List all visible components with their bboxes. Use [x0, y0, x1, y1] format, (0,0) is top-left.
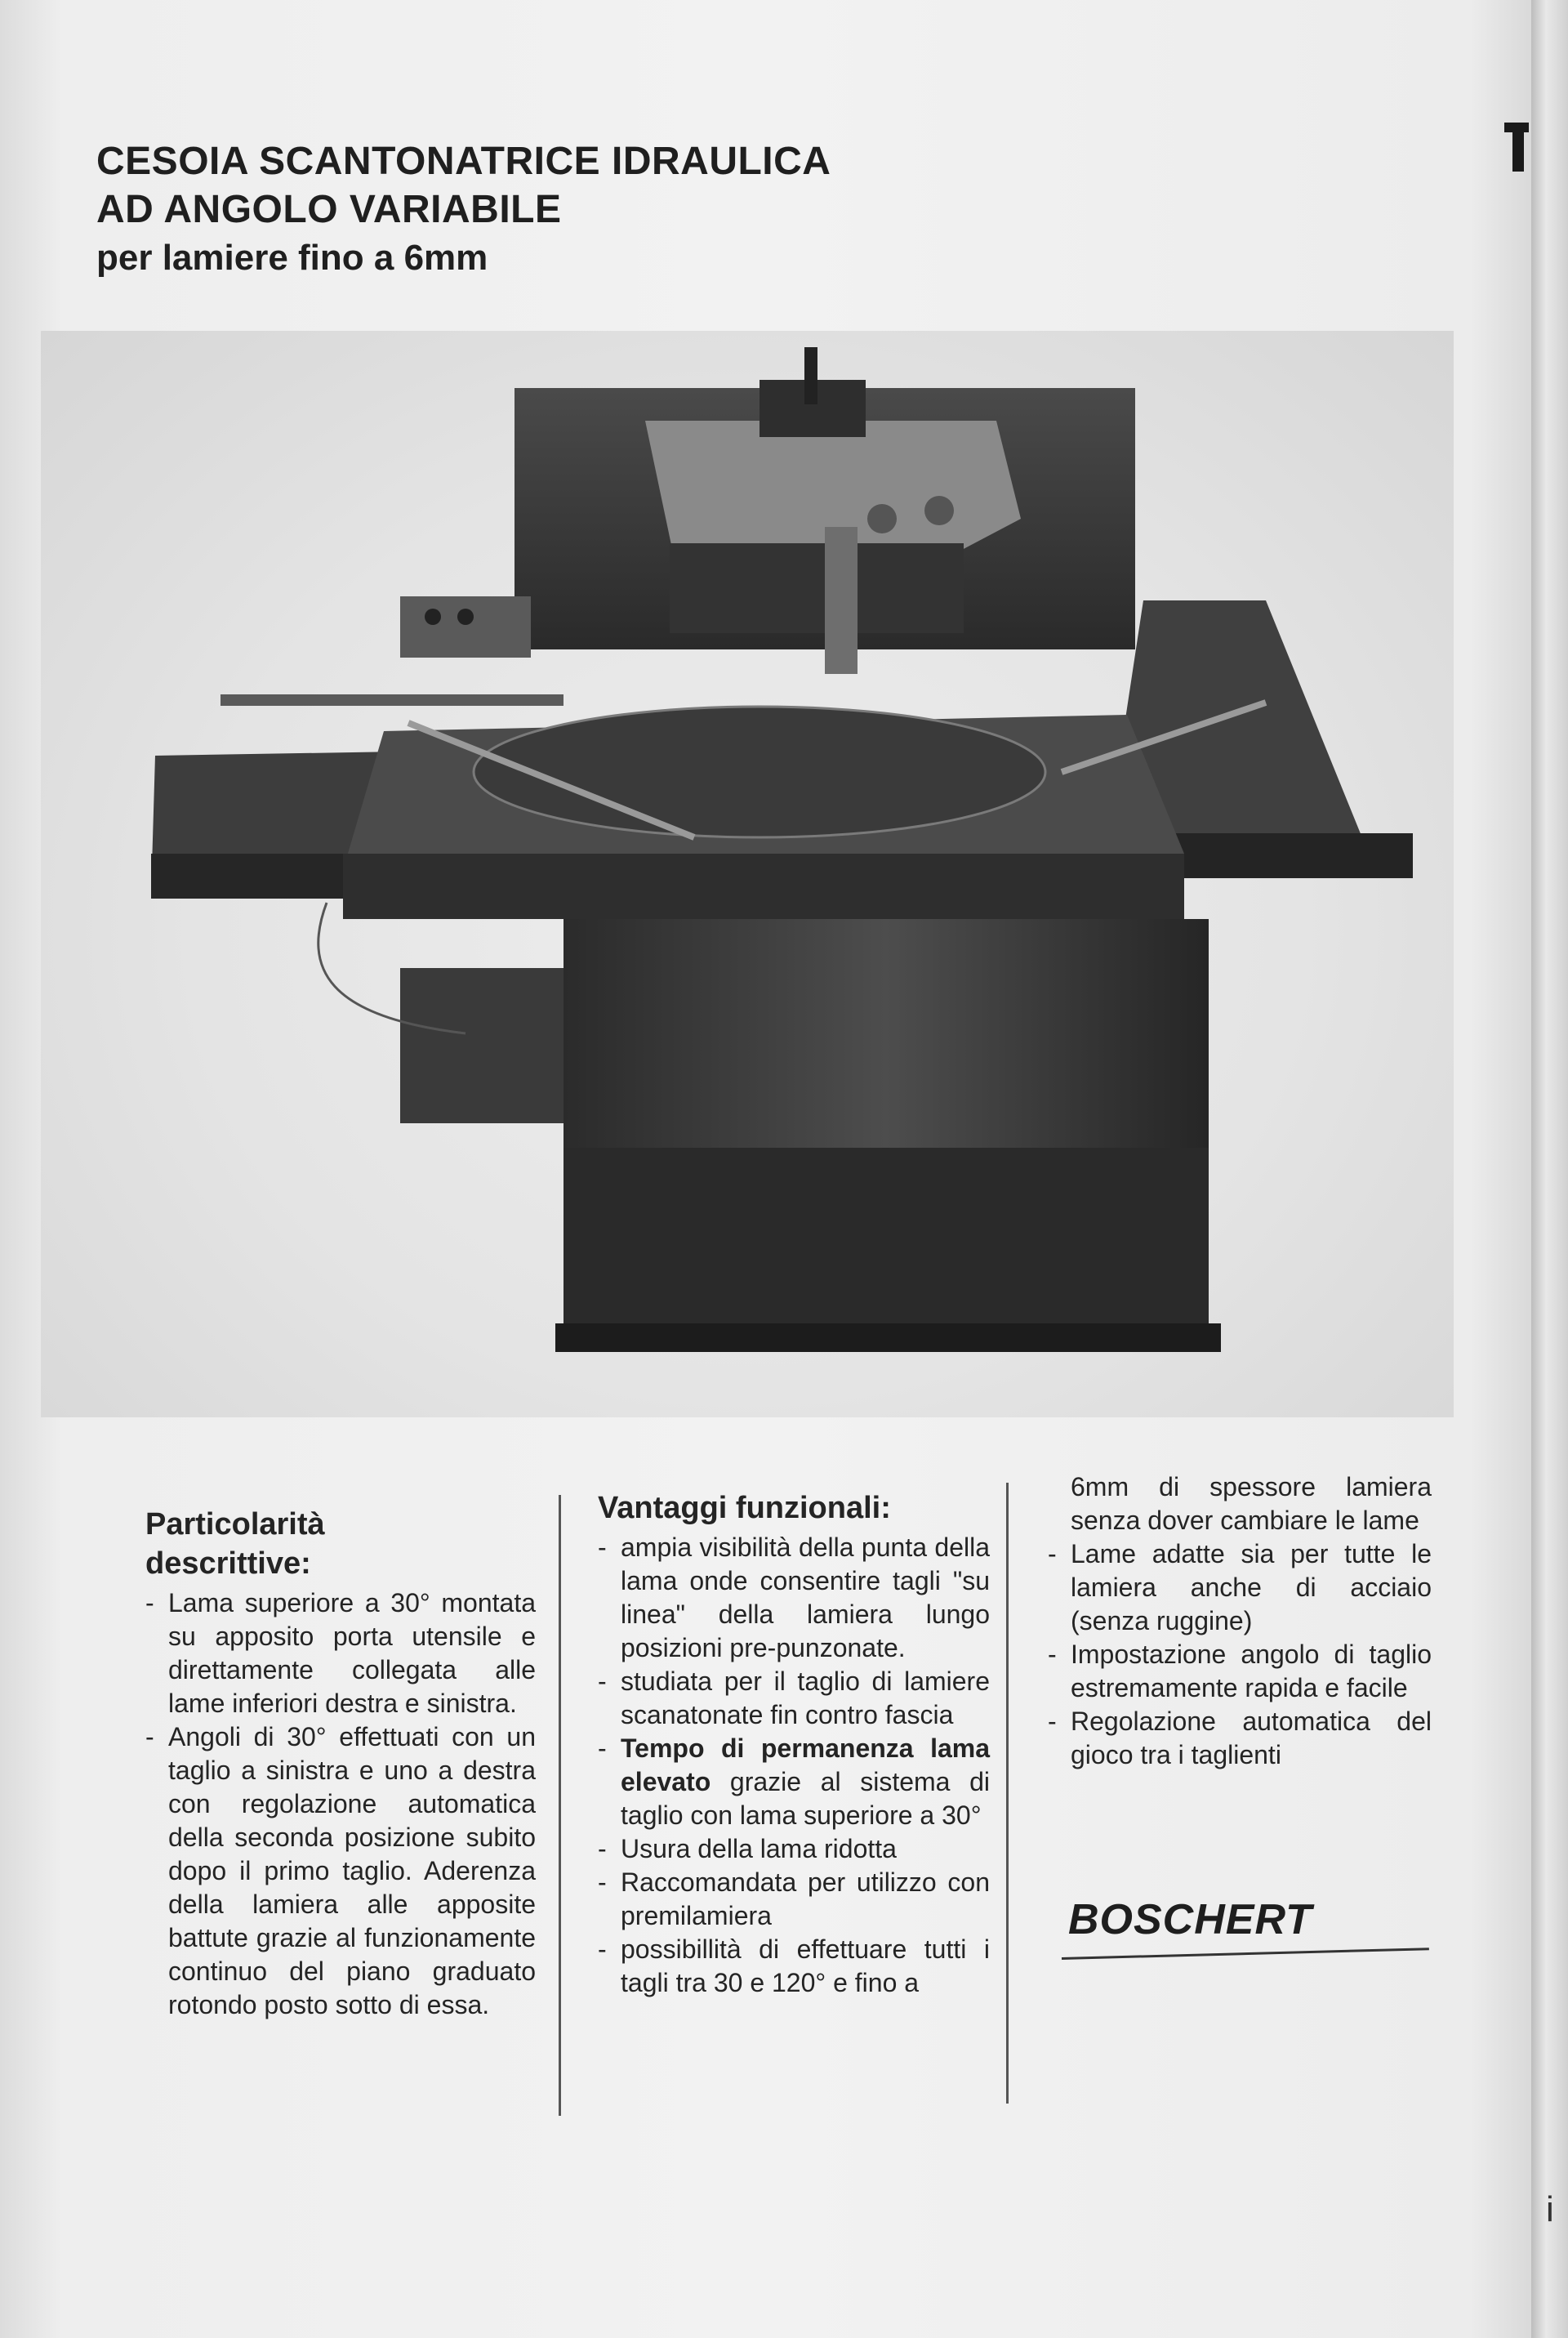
list-item-text: studiata per il taglio di lamiere scanatonate fin contro fascia — [621, 1666, 990, 1729]
list-item-emphasis: Tempo di permanenza lama elevato — [621, 1733, 990, 1796]
list-item: - Tempo di permanenza lama elevato grazie al sistema di taglio con lama superiore a 30° — [598, 1733, 990, 1830]
column-divider — [1006, 1483, 1009, 2104]
list-item-text: grazie al sistema di taglio con lama superiore a 30° — [621, 1767, 990, 1830]
list-item-text: possibillità di effettuare tutti i tagli tra 30 e 120° e fino a — [621, 1934, 990, 1997]
list-item: - Regolazione automatica del gioco tra i taglienti — [1048, 1707, 1432, 1769]
list-item: - possibillità di effettuare tutti i tagli tra 30 e 120° e fino a — [598, 1934, 990, 1997]
list-item: - Lama superiore a 30° montata su apposito porta utensile e direttamente collegata alle lame inferiori destra e sinistra. — [145, 1588, 536, 1718]
list-item: - Angoli di 30° effettuati con un taglio a sinistra e uno a destra con regolazione automatica della seconda posizione subito dopo il primo taglio. Aderenza della lamiera alle apposite battute grazie al funzionamente continuo del piano graduato rotondo posto sotto di essa. — [145, 1722, 536, 2019]
continuation-text: 6mm di spessore lamiera senza dover cambiare le lame — [1071, 1472, 1432, 1535]
features-heading-line-1: Particolarità — [145, 1507, 325, 1542]
advantages-heading: Vantaggi funzionali: — [598, 1491, 891, 1525]
list-item: - Impostazione angolo di taglio estremamente rapida e facile — [1048, 1640, 1432, 1702]
list-item-text: Lame adatte sia per tutte le lamiera anche di acciaio (senza ruggine) — [1071, 1539, 1432, 1635]
list-item-text: Impostazione angolo di taglio estremamente rapida e facile — [1071, 1640, 1432, 1702]
list-item: - studiata per il taglio di lamiere scanatonate fin contro fascia — [598, 1666, 990, 1729]
advantages-continued-list — [1048, 1537, 1432, 1772]
adjacent-page-edge — [1531, 0, 1568, 2338]
document-header — [96, 137, 913, 283]
list-item: - Usura della lama ridotta — [598, 1834, 897, 1863]
subtitle: per lamiere fino a 6mm — [96, 238, 488, 278]
advantages-continued-column — [1048, 1470, 1432, 1772]
list-item-text: Usura della lama ridotta — [621, 1834, 897, 1863]
features-list — [145, 1586, 536, 2022]
features-heading-line-2: descrittive: — [145, 1546, 311, 1581]
list-item: - Raccomandata per utilizzo con premilamiera — [598, 1867, 990, 1930]
list-item-text: ampia visibilità della punta della lama onde consentire tagli "su linea" della lamiera lungo posizioni pre-punzonate. — [621, 1533, 990, 1662]
list-item-text: Regolazione automatica del gioco tra i taglienti — [1071, 1707, 1432, 1769]
brand-logo: BOSCHERT — [1068, 1896, 1312, 1943]
column-divider — [559, 1495, 561, 2116]
machine-photo — [41, 331, 1454, 1417]
control-panel — [400, 596, 531, 658]
list-item: - ampia visibilità della punta della lama onde consentire tagli "su linea" della lamiera lungo posizioni pre-punzonate. — [598, 1533, 990, 1662]
features-heading — [145, 1505, 536, 1583]
graduated-disc — [474, 707, 1045, 837]
features-column — [145, 1505, 536, 2022]
list-item-text: Lama superiore a 30° montata su apposito porta utensile e direttamente collegata alle lame inferiori destra e sinistra. — [168, 1588, 536, 1718]
title-line-1: CESOIA SCANTONATRICE IDRAULICA — [96, 140, 831, 183]
title-line-2: AD ANGOLO VARIABILE — [96, 188, 562, 231]
list-item-text: Raccomandata per utilizzo con premilamiera — [621, 1867, 990, 1930]
machine-illustration — [41, 331, 1454, 1417]
list-item: - Lame adatte sia per tutte le lamiera anche di acciaio (senza ruggine) — [1048, 1539, 1432, 1635]
adjacent-page-mark — [1512, 123, 1524, 172]
advantages-column — [598, 1488, 990, 2000]
list-item-text: Angoli di 30° effettuati con un taglio a sinistra e uno a destra con regolazione automatica della seconda posizione subito dopo il primo taglio. Aderenza della lamiera alle apposite battute grazie al funzionamente continuo del piano graduato rotondo posto sotto di essa. — [168, 1722, 536, 2019]
adjacent-page-fragment: i — [1546, 2189, 1554, 2229]
advantages-list — [598, 1531, 990, 2000]
